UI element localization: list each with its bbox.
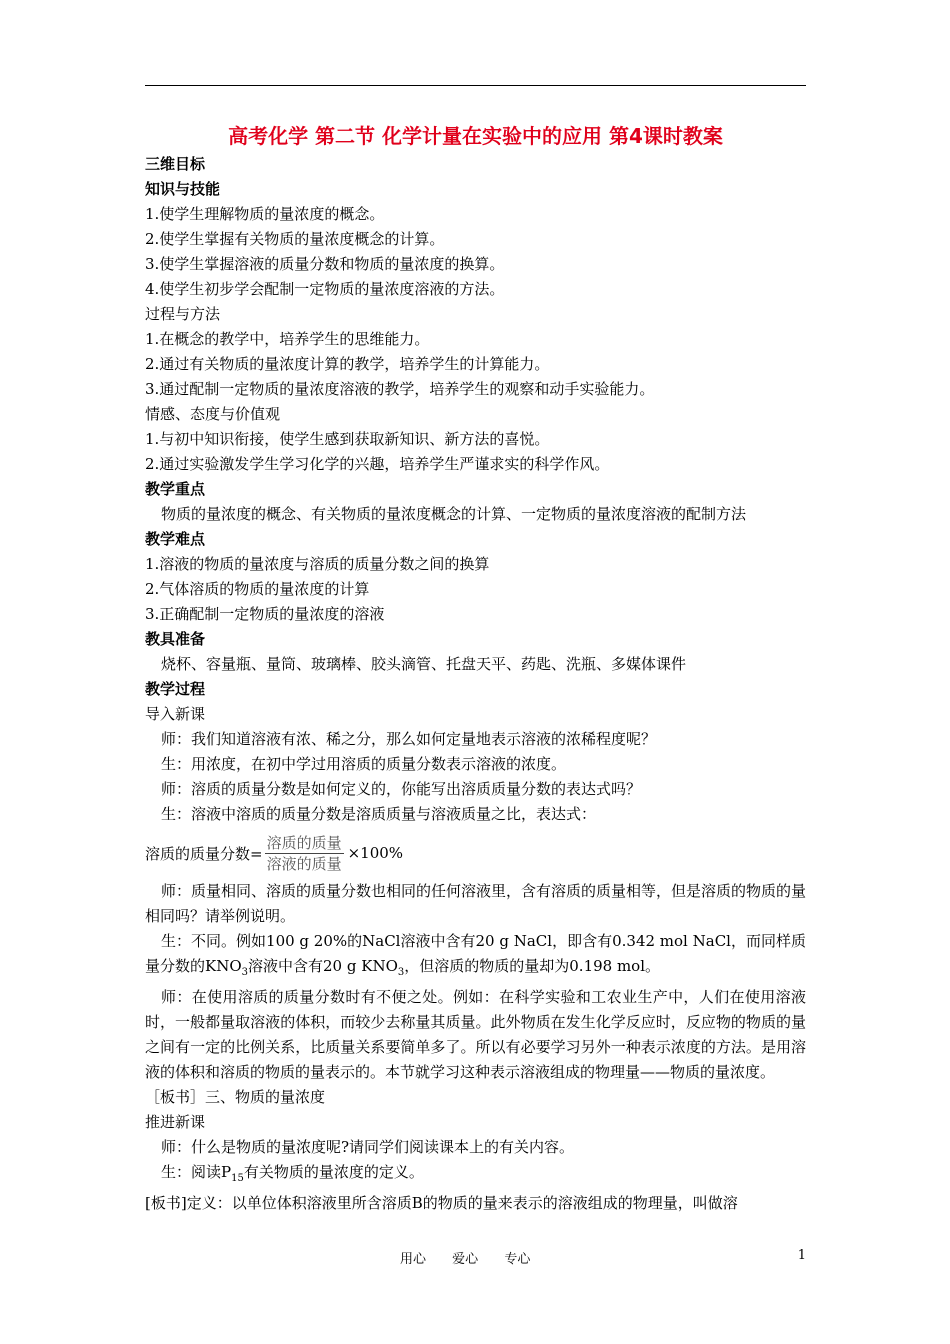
heading-process: 过程与方法 [145,305,221,323]
process-item: 1.在概念的教学中，培养学生的思维能力。 [145,330,430,348]
subscript: 3 [241,967,249,978]
knowledge-item: 2.使学生掌握有关物质的量浓度概念的计算。 [145,230,445,248]
student-text: 生：阅读P [161,1163,232,1181]
formula-denominator: 溶液的质量 [266,854,342,873]
footer-item: 用心 [400,1252,427,1267]
heading-knowledge: 知识与技能 [145,180,221,198]
heading-procedure: 教学过程 [145,680,206,698]
footer-motto [400,1248,552,1267]
process-item: 2.通过有关物质的量浓度计算的教学，培养学生的计算能力。 [145,355,550,373]
knowledge-item: 3.使学生掌握溶液的质量分数和物质的量浓度的换算。 [145,255,505,273]
difficulty-item: 1.溶液的物质的量浓度与溶质的质量分数之间的换算 [145,555,490,573]
header-rule [145,85,806,86]
student-text: 有关物质的量浓度的定义。 [243,1163,424,1181]
student-text: 生：不同。例如100 g 20%的NaCl溶液中含有20 g NaCl，即含有0.342 mol NaCl，而同样质量分数的KNO [145,932,806,975]
formula-left: 溶质的质量分数= [145,844,263,863]
tools-text: 烧杯、容量瓶、量筒、玻璃棒、胶头滴管、托盘天平、药匙、洗瓶、多媒体课件 [161,655,687,673]
footer-item: 爱心 [452,1252,479,1267]
page-title: 高考化学 第二节 化学计量在实验中的应用 第4课时教案 [228,124,723,148]
document-body [145,120,806,1216]
footer-item: 专心 [504,1252,531,1267]
heading-advance: 推进新课 [145,1113,206,1131]
subscript: 3 [397,967,405,978]
formula-fraction [265,833,344,874]
heading-focus: 教学重点 [145,480,206,498]
dialogue-teacher: 师：质量相同、溶质的质量分数也相同的任何溶液里，含有溶质的质量相等，但是溶质的物质的量相同吗？请举例说明。 [145,882,807,925]
difficulty-item: 3.正确配制一定物质的量浓度的溶液 [145,605,385,623]
dialogue-teacher: 师：在使用溶质的质量分数时有不便之处。例如：在科学实验和工农业生产中，人们在使用溶液时，一般都量取溶液的体积，而较少去称量其质量。此外物质在发生化学反应时，反应物的物质的量之间有一定的比例关系，比质量关系要简单多了。所以有必要学习另外一种表示浓度的方法。是用溶液的体积和溶质的物质的量表示的。本节就学习这种表示溶液组成的物理量——物质的量浓度。 [145,988,806,1081]
heading-intro: 导入新课 [145,705,206,723]
board-note: [板书]定义：以单位体积溶液里所含溶质B的物质的量来表示的溶液组成的物理量，叫做溶 [145,1194,738,1212]
heading-tools: 教具准备 [145,630,206,648]
process-item: 3.通过配制一定物质的量浓度溶液的教学，培养学生的观察和动手实验能力。 [145,380,655,398]
knowledge-item: 1.使学生理解物质的量浓度的概念。 [145,205,385,223]
mass-fraction-formula [145,829,806,877]
student-text: 溶液中含有20 g KNO [248,957,398,975]
formula-right: ×100% [347,844,404,862]
formula-numerator: 溶质的质量 [266,833,342,852]
page-number: 1 [797,1248,806,1263]
dialogue-student [145,929,806,985]
board-note: ［板书］三、物质的量浓度 [145,1088,326,1106]
dialogue-teacher: 师：什么是物质的量浓度呢?请同学们阅读课本上的有关内容。 [161,1138,575,1156]
dialogue-student: 生：溶液中溶质的质量分数是溶质质量与溶液质量之比，表达式： [161,805,597,823]
subscript: 15 [231,1173,244,1184]
dialogue-student: 生：用浓度，在初中学过用溶质的质量分数表示溶液的浓度。 [161,755,567,773]
heading-emotion: 情感、态度与价值观 [145,405,281,423]
knowledge-item: 4.使学生初步学会配制一定物质的量浓度溶液的方法。 [145,280,505,298]
heading-difficulty: 教学难点 [145,530,206,548]
emotion-item: 2.通过实验激发学生学习化学的兴趣，培养学生严谨求实的科学作风。 [145,455,610,473]
dialogue-teacher: 师：我们知道溶液有浓、稀之分，那么如何定量地表示溶液的浓稀程度呢？ [161,730,657,748]
emotion-item: 1.与初中知识衔接，使学生感到获取新知识、新方法的喜悦。 [145,430,550,448]
dialogue-teacher: 师：溶质的质量分数是如何定义的，你能写出溶质质量分数的表达式吗？ [161,780,642,798]
student-text: ，但溶质的物质的量却为0.198 mol。 [404,957,661,975]
dialogue-student [145,1160,806,1191]
focus-text: 物质的量浓度的概念、有关物质的量浓度概念的计算、一定物质的量浓度溶液的配制方法 [161,505,747,523]
heading-goals: 三维目标 [145,155,206,173]
difficulty-item: 2.气体溶质的物质的量浓度的计算 [145,580,370,598]
